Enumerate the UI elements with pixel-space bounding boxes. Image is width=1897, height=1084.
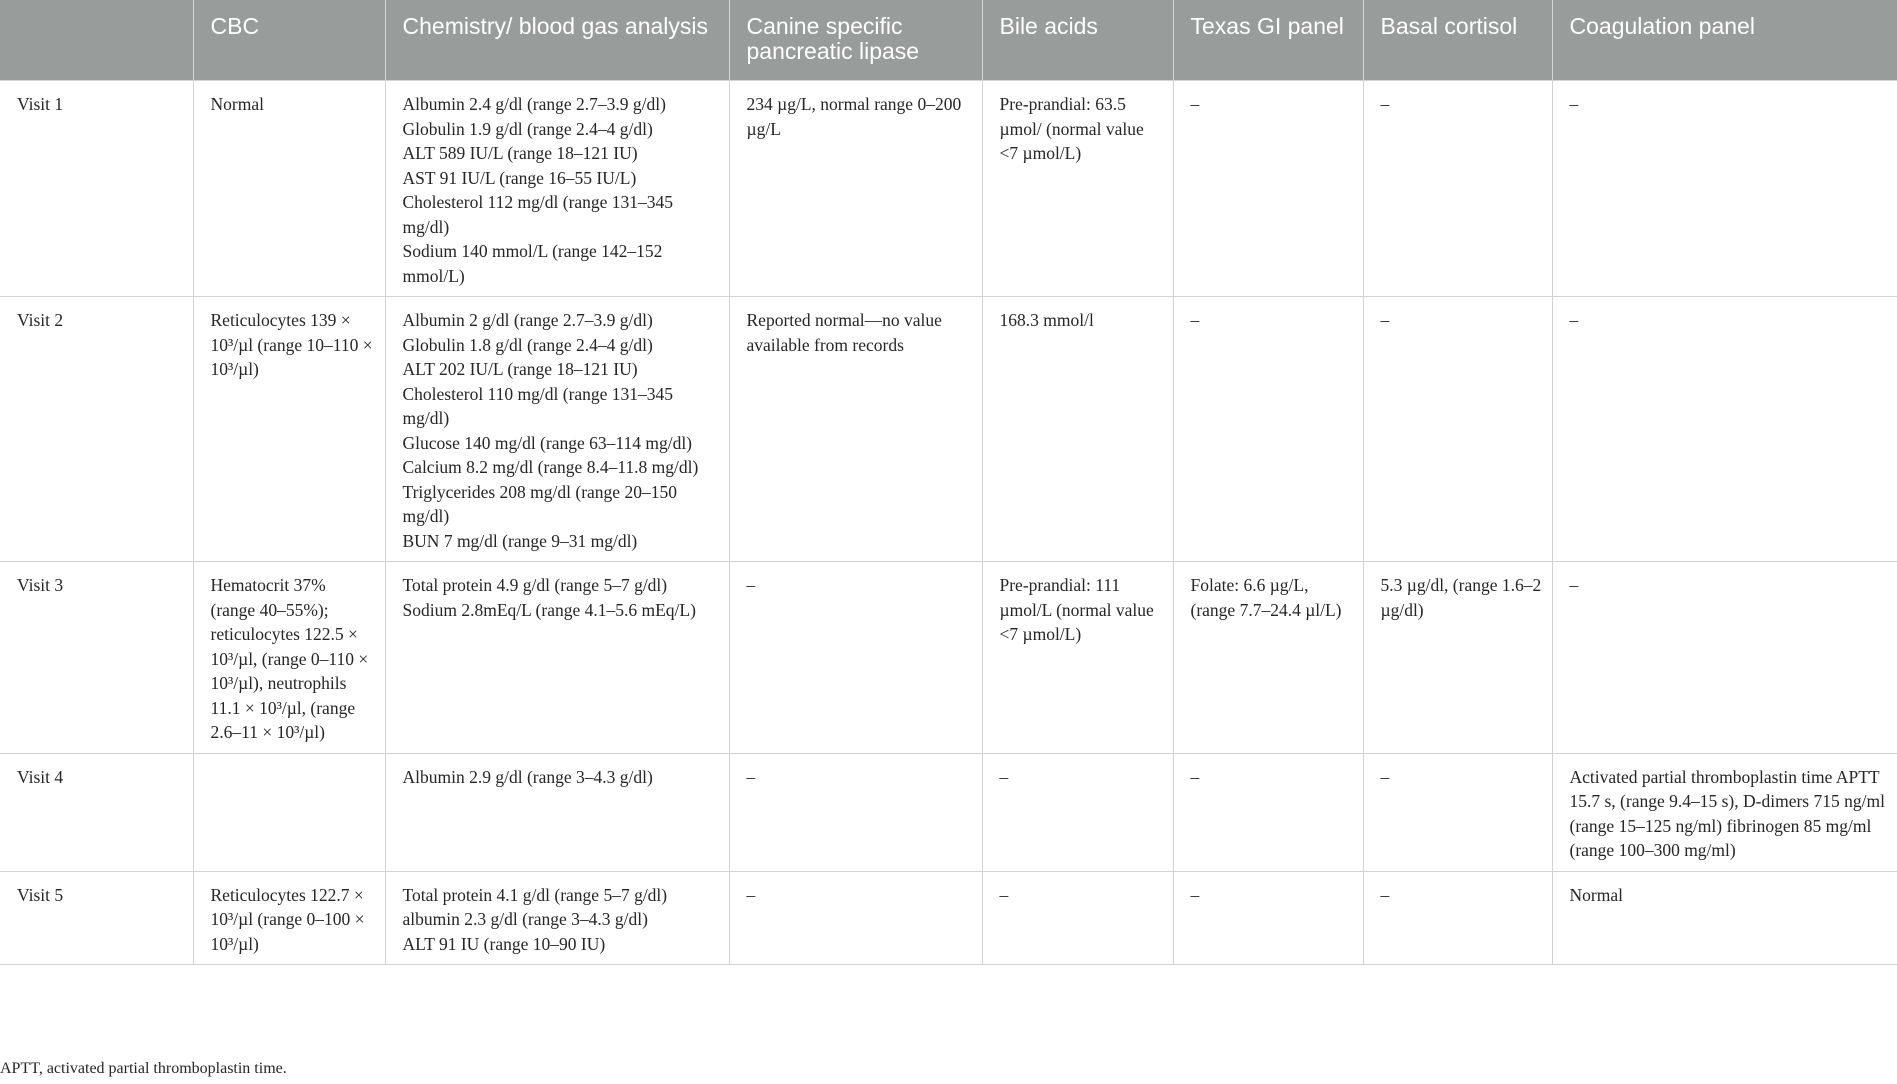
coagulation-cell xyxy=(1552,297,1897,562)
table-row xyxy=(0,562,1897,754)
header-blank xyxy=(0,0,193,81)
cell-line: BUN 7 mg/dl (range 9–31 mg/dl) xyxy=(402,530,638,551)
cell-line: Albumin 2 g/dl (range 2.7–3.9 g/dl) xyxy=(402,310,653,330)
chemistry-cell xyxy=(385,871,729,965)
cell-line: Globulin 1.9 g/dl (range 2.4–4 g/dl) xyxy=(402,118,653,139)
visit-label-cell: Visit 5 xyxy=(0,871,193,965)
cell-line: – xyxy=(1380,310,1390,330)
texas-gi-cell xyxy=(1173,297,1363,562)
chemistry-cell xyxy=(385,297,729,562)
cell-line: – xyxy=(1190,766,1200,787)
table-row xyxy=(0,81,1897,297)
cell-line: Sodium 2.8mEq/L (range 4.1–5.6 mEq/L) xyxy=(402,599,696,620)
cell-line: Calcium 8.2 mg/dl (range 8.4–11.8 mg/dl) xyxy=(402,457,699,477)
visit-label-cell: Visit 4 xyxy=(0,753,193,871)
cell-line: – xyxy=(1569,310,1579,330)
cbc-cell xyxy=(193,81,385,297)
cell-line: Normal xyxy=(210,94,264,114)
cell-line: – xyxy=(1380,766,1390,787)
table-row xyxy=(0,753,1897,871)
cell-line: AST 91 IU/L (range 16–55 IU/L) xyxy=(402,167,637,188)
cell-line: Activated partial thromboplastin time APTT 15.7 s, (range 9.4–15 s), D-dimers 715 ng/ml (range 15–125 ng/ml) fibrinogen 85 mg/ml (range 100–300 mg/ml) xyxy=(1569,766,1885,860)
cell-line: 5.3 µg/dl, (range 1.6–2 µg/dl) xyxy=(1380,575,1542,620)
chemistry-cell xyxy=(385,753,729,871)
cell-line: 168.3 mmol/l xyxy=(999,310,1094,330)
cell-line: Hematocrit 37% (range 40–55%); reticulocytes 122.5 × 10³/µl, (range 0–110 × 10³/µl), neutrophils 11.1 × 10³/µl, (range 2.6–11 × 10³/µl) xyxy=(210,575,369,742)
cbc-cell xyxy=(193,871,385,965)
cell-line: ALT 589 IU/L (range 18–121 IU) xyxy=(402,143,638,163)
cell-line: – xyxy=(1190,310,1200,330)
coagulation-cell xyxy=(1552,562,1897,754)
texas-gi-cell xyxy=(1173,753,1363,871)
basal-cortisol-cell xyxy=(1363,81,1552,297)
cell-line: Cholesterol 112 mg/dl (range 131–345 mg/dl) xyxy=(402,192,674,237)
visit-label-cell: Visit 2 xyxy=(0,297,193,562)
cell-line: – xyxy=(1190,94,1200,114)
visit-label-cell: Visit 1 xyxy=(0,81,193,297)
coagulation-cell xyxy=(1552,81,1897,297)
cell-line: – xyxy=(1380,884,1390,905)
cbc-cell xyxy=(193,753,385,871)
bile-acids-cell xyxy=(982,562,1173,754)
cell-line: Reported normal—no value available from records xyxy=(746,310,942,355)
cell-line: ALT 202 IU/L (range 18–121 IU) xyxy=(402,359,638,379)
table-row xyxy=(0,297,1897,562)
cell-line: Triglycerides 208 mg/dl (range 20–150 mg/dl) xyxy=(402,481,677,526)
cell-line: Total protein 4.9 g/dl (range 5–7 g/dl) xyxy=(402,575,668,595)
cbc-cell xyxy=(193,297,385,562)
cell-line: Sodium 140 mmol/L (range 142–152 mmol/L) xyxy=(402,241,663,286)
cell-line: – xyxy=(1569,575,1579,595)
coagulation-cell xyxy=(1552,753,1897,871)
cell-line: Reticulocytes 139 × 10³/µl (range 10–110 × 10³/µl) xyxy=(210,310,373,379)
cell-line: Albumin 2.4 g/dl (range 2.7–3.9 g/dl) xyxy=(402,94,666,114)
cell-line: Folate: 6.6 µg/L, (range 7.7–24.4 µl/L) xyxy=(1190,575,1342,620)
cell-line: Glucose 140 mg/dl (range 63–114 mg/dl) xyxy=(402,432,693,453)
cell-line: Cholesterol 110 mg/dl (range 131–345 mg/dl) xyxy=(402,383,674,428)
header-basal-cortisol: Basal cortisol xyxy=(1363,0,1552,81)
basal-cortisol-cell xyxy=(1363,753,1552,871)
cell-line: Reticulocytes 122.7 × 10³/µl (range 0–100 × 10³/µl) xyxy=(210,884,365,954)
cell-line: – xyxy=(746,575,756,595)
cell-line: Pre-prandial: 111 µmol/L (normal value <7 µmol/L) xyxy=(999,575,1154,644)
texas-gi-cell xyxy=(1173,871,1363,965)
pancreatic-lipase-cell xyxy=(729,753,982,871)
basal-cortisol-cell xyxy=(1363,297,1552,562)
cell-line: Globulin 1.8 g/dl (range 2.4–4 g/dl) xyxy=(402,334,653,355)
pancreatic-lipase-cell xyxy=(729,297,982,562)
header-texas-gi-panel: Texas GI panel xyxy=(1173,0,1363,81)
bile-acids-cell xyxy=(982,753,1173,871)
cell-line: Pre-prandial: 63.5 µmol/ (normal value <7 µmol/L) xyxy=(999,94,1144,163)
cell-line: – xyxy=(999,766,1009,787)
cell-line: – xyxy=(1380,94,1390,114)
visit-label-cell: Visit 3 xyxy=(0,562,193,754)
chemistry-cell xyxy=(385,562,729,754)
header-row xyxy=(0,0,1897,81)
cell-line: – xyxy=(746,884,756,905)
pancreatic-lipase-cell xyxy=(729,562,982,754)
pancreatic-lipase-cell xyxy=(729,871,982,965)
texas-gi-cell xyxy=(1173,562,1363,754)
cbc-cell xyxy=(193,562,385,754)
cell-line: – xyxy=(1190,884,1200,905)
coagulation-cell xyxy=(1552,871,1897,965)
header-chemistry: Chemistry/ blood gas analysis xyxy=(385,0,729,81)
cell-line: – xyxy=(1569,94,1579,114)
basal-cortisol-cell xyxy=(1363,871,1552,965)
texas-gi-cell xyxy=(1173,81,1363,297)
header-bile-acids: Bile acids xyxy=(982,0,1173,81)
table-row xyxy=(0,871,1897,965)
header-cbc: CBC xyxy=(193,0,385,81)
bile-acids-cell xyxy=(982,871,1173,965)
basal-cortisol-cell xyxy=(1363,562,1552,754)
cell-line: Albumin 2.9 g/dl (range 3–4.3 g/dl) xyxy=(402,766,653,787)
bile-acids-cell xyxy=(982,297,1173,562)
header-coagulation-panel: Coagulation panel xyxy=(1552,0,1897,81)
cell-line: Total protein 4.1 g/dl (range 5–7 g/dl) xyxy=(402,884,668,905)
table-footnote: APTT, activated partial thromboplastin time. xyxy=(0,1060,287,1077)
cell-line: albumin 2.3 g/dl (range 3–4.3 g/dl) xyxy=(402,909,648,929)
pancreatic-lipase-cell xyxy=(729,81,982,297)
cell-line: – xyxy=(999,884,1009,905)
cell-line: 234 µg/L, normal range 0–200 µg/L xyxy=(746,94,962,139)
chemistry-cell xyxy=(385,81,729,297)
bile-acids-cell xyxy=(982,81,1173,297)
cell-line: – xyxy=(746,766,756,787)
cell-line: Normal xyxy=(1569,884,1623,905)
cell-line: ALT 91 IU (range 10–90 IU) xyxy=(402,933,606,954)
header-pancreatic-lipase: Canine specific pancreatic lipase xyxy=(729,0,982,81)
